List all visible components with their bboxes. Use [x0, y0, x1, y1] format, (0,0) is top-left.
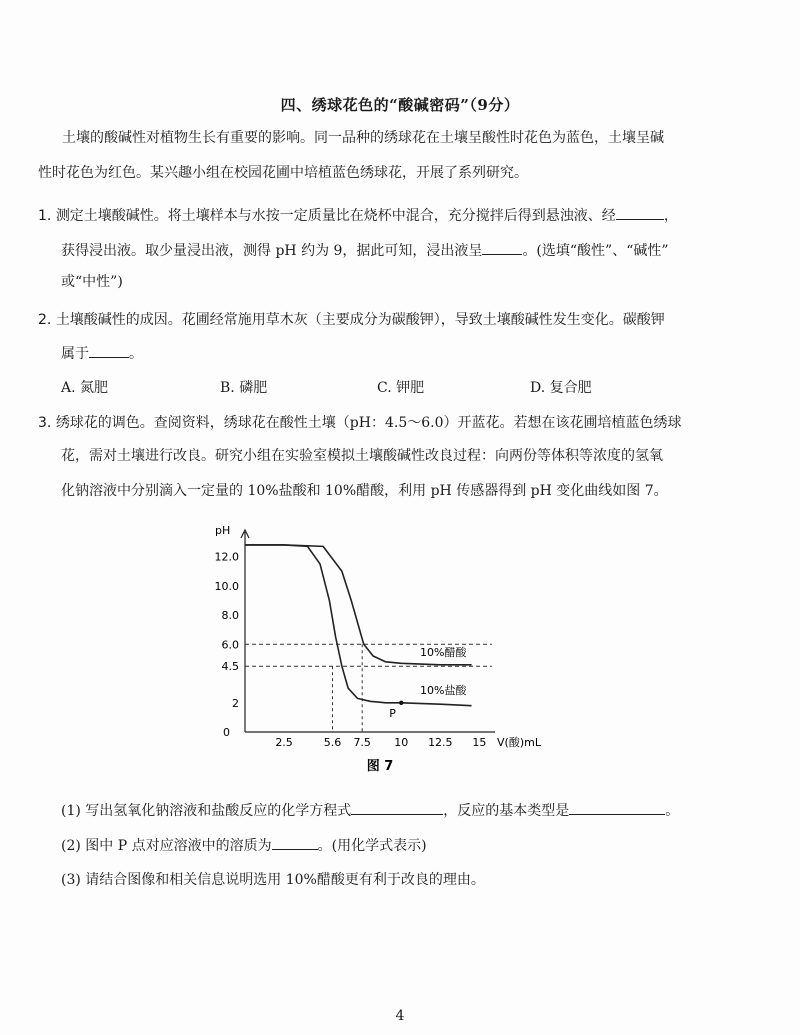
q1-blank-2[interactable]	[482, 240, 522, 255]
q3-text-1: 绣球花的调色。查阅资料，绣球花在酸性土壤（pH：4.5～6.0）开蓝花。若想在该花圃培植蓝色绣球	[55, 415, 682, 431]
x-tick-label: 5.6	[323, 736, 342, 749]
figure-caption: 图 7	[366, 759, 394, 774]
q3-number: 3.	[38, 415, 52, 431]
series-label-0: 10%盐酸	[420, 684, 467, 697]
y-tick-label: 12.0	[214, 550, 239, 564]
q1-text-1: 测定土壤酸碱性。将土壤样本与水按一定质量比在烧杯中混合，充分搅拌后得到悬浊液、经	[55, 208, 616, 224]
q2-option-b[interactable]: B. 磷肥	[220, 380, 268, 396]
ph-curve-chart	[200, 520, 541, 780]
sub-q1-text: (1) 写出氢氧化钠溶液和盐酸反应的化学方程式	[61, 803, 352, 819]
q1-text-2-end: 。(选填“酸性”、“碱性”	[522, 243, 669, 259]
series-label-1: 10%醋酸	[420, 646, 467, 659]
y-axis-label: pH	[215, 524, 231, 537]
sub-q2-end: 。(用化学式表示)	[317, 838, 427, 854]
q1-text-2: 获得浸出液。取少量浸出液，测得 pH 约为 9，据此可知，浸出液呈	[61, 243, 483, 259]
y-tick-label: 2	[232, 696, 239, 710]
q1-text-1-end: ，	[663, 208, 678, 224]
q2-line-1	[38, 310, 665, 330]
q3-line-2: 花，需对土壤进行改良。研究小组在实验室模拟土壤酸碱性改良过程：向两份等体积等浓度的氢氧	[61, 448, 663, 464]
sub-q2-blank[interactable]	[272, 835, 318, 850]
point-p-label: P	[389, 706, 396, 720]
point-p-marker	[399, 701, 403, 705]
x-tick-label: 10	[394, 736, 409, 749]
x-tick-label: 12.5	[428, 736, 453, 749]
q2-option-c[interactable]: C. 钾肥	[377, 380, 425, 396]
sub-q1	[61, 800, 679, 821]
q2-number: 2.	[38, 312, 52, 328]
origin-label: 0	[223, 726, 230, 739]
q1-blank-1[interactable]	[616, 205, 664, 220]
sub-q2	[61, 835, 427, 856]
sub-q1-mid: ，反应的基本类型是	[443, 803, 570, 819]
page-number: 4	[395, 1008, 405, 1024]
sub-q3: (3) 请结合图像和相关信息说明选用 10%醋酸更有利于改良的理由。	[61, 872, 485, 888]
y-tick-label: 8.0	[221, 609, 239, 623]
x-tick-label: 7.5	[353, 736, 371, 749]
q1-number: 1.	[38, 208, 52, 224]
q2-option-d[interactable]: D. 复合肥	[530, 380, 592, 396]
q2-line-2	[61, 343, 143, 364]
y-tick-label: 6.0	[221, 638, 239, 652]
section-title: 四、绣球花色的“酸碱密码”（9分）	[280, 96, 520, 114]
x-axis-label: V(酸)mL	[497, 736, 541, 749]
sub-q1-blank-2[interactable]	[569, 800, 665, 815]
q2-text-2: 属于	[61, 346, 89, 362]
q2-text-2-end: 。	[129, 346, 143, 362]
q2-option-a[interactable]: A. 氮肥	[61, 380, 109, 396]
q1-line-2	[61, 240, 669, 261]
sub-q2-text: (2) 图中 P 点对应溶液中的溶质为	[61, 838, 272, 854]
sub-q1-end: 。	[665, 803, 680, 819]
sub-q1-blank-1[interactable]	[351, 800, 443, 815]
x-tick-label: 15	[472, 736, 487, 749]
intro-line-1: 土壤的酸碱性对植物生长有重要的影响。同一品种的绣球花在土壤呈酸性时花色为蓝色，土壤呈碱	[62, 130, 664, 146]
q1-line-1	[38, 205, 678, 226]
y-tick-label: 4.5	[221, 660, 239, 674]
q2-blank[interactable]	[89, 343, 129, 358]
x-tick-label: 2.5	[275, 736, 293, 749]
q2-text-1: 土壤酸碱性的成因。花圃经常施用草木灰（主要成分为碳酸钾），导致土壤酸碱性发生变化。碳酸钾	[55, 312, 665, 328]
q3-line-1	[38, 413, 682, 433]
q1-line-3: 或“中性”)	[61, 274, 123, 290]
intro-line-2: 性时花色为红色。某兴趣小组在校园花圃中培植蓝色绣球花，开展了系列研究。	[38, 165, 528, 181]
y-tick-label: 10.0	[214, 579, 239, 593]
q3-line-3: 化钠溶液中分别滴入一定量的 10%盐酸和 10%醋酸，利用 pH 传感器得到 pH 变化曲线如图 7。	[61, 483, 668, 499]
